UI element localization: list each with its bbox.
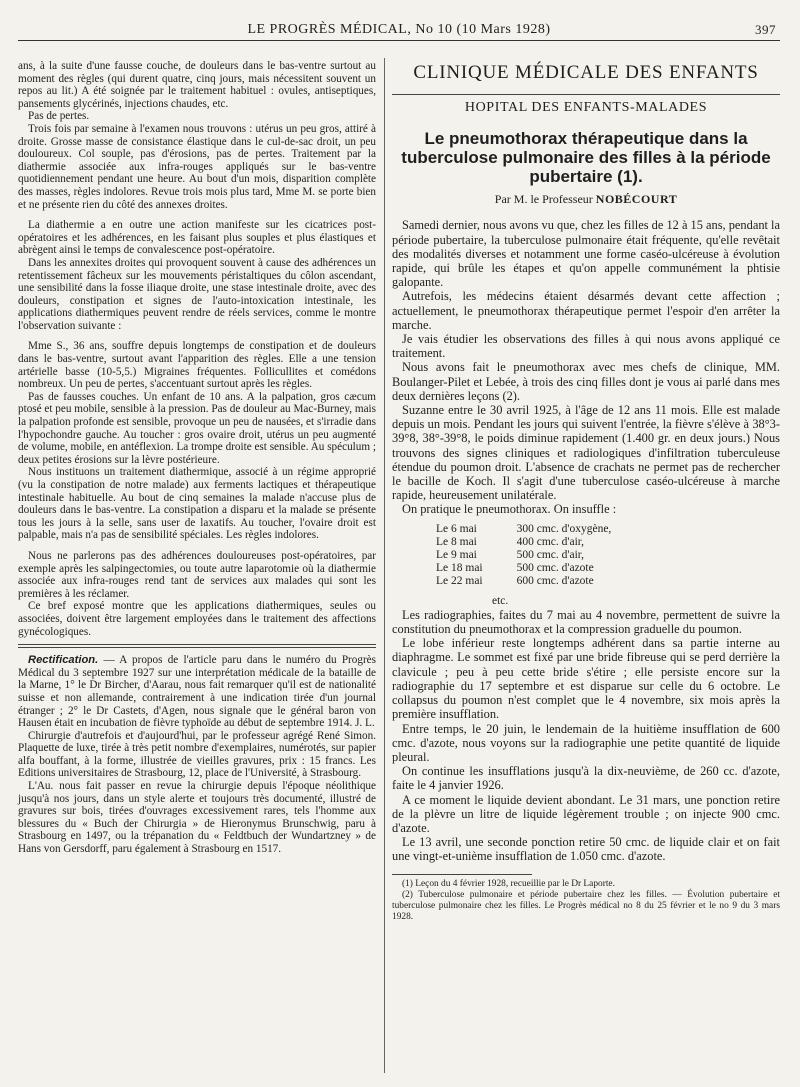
paragraph: Autrefois, les médecins étaient désarmés devant cette affection ; actuellement, le pneumothorax thérapeutique permet l'espoir d'en arrêter la marche. (392, 289, 780, 332)
paragraph: Nous ne parlerons pas des adhérences douloureuses post-opératoires, par exemple après les salpingectomies, ou toute autre laparotomie où la diathermie associée aux infra-rouges rend tant de services aux malades qui sont les premières à les réclamer. (18, 549, 376, 600)
paragraph: ans, à la suite d'une fausse couche, de douleurs dans le bas-ventre surtout au moment des règles (qui durent quatre, cinq jours, mais nécessitent souvent un repos au lit.) A été soignée par le traitement habituel : ovules, antiseptiques, pansements glycérinés, injections chaudes, etc. (18, 60, 376, 110)
paragraph: Pas de pertes. (28, 110, 90, 123)
insufflation-volume: 500 cmc. d'azote (516, 561, 594, 574)
table-row (436, 575, 617, 588)
rectification-text: — A propos de l'article paru dans le numéro du Progrès Médical du 3 septembre 1927 sur une interprétation médicale de la bataille de la Marne, 1° le Dr Bircher, d'Aarau, nous fait remarquer qu'il est de nationalité suisse et non allemande, contrairement à une indication tirée d'un journal étranger ; 2° le Dr Castets, d'Agen, nous signale que le général baron von Hausen était en incubation de fièvre typhoïde au début de septembre 1914. J. L. (18, 654, 377, 730)
article-title: Le pneumothorax thérapeutique dans la tuberculose pulmonaire des filles à la période pubertaire (1). (401, 129, 771, 187)
paragraph: Samedi dernier, nous avons vu que, chez les filles de 12 à 15 ans, pendant la période pubertaire, la tuberculose pulmonaire était fréquente, qu'elle revêtait des modalités diverses et notamment une forme caséo-ulcéreuse à évolution rapide, qui brûle les étapes et qu'on appelle communément la phtisie galopante. (392, 218, 780, 290)
page-number: 397 (755, 22, 776, 37)
paragraph: On continue les insufflations jusqu'à la dix-neuvième, de 260 cc. d'azote, faite le 4 janvier 1926. (392, 764, 780, 793)
footnote: (1) Leçon du 4 février 1928, recueillie par le Dr Laporte. (402, 878, 615, 889)
table-row (436, 523, 617, 536)
paragraph: Je vais étudier les observations des filles à qui nous avons appliqué ce traitement. (392, 332, 780, 361)
paragraph: Nous avons fait le pneumothorax avec mes chefs de clinique, MM. Boulanger-Pilet et Lebée, à trois des cinq filles dont je vous ai parlé dans mes deux dernières leçons (2). (392, 360, 780, 403)
table-row (436, 536, 617, 549)
paragraph: On pratique le pneumothorax. On insuffle : (402, 502, 617, 517)
left-column (18, 60, 376, 856)
column-divider (384, 58, 385, 1073)
author-name: NOBÉCOURT (595, 192, 678, 207)
footnotes (392, 879, 780, 923)
paragraph: L'Au. nous fait passer en revue la chirurgie depuis l'époque néolithique jusqu'à nos jours, dans un style alerte et toujours très documenté, illustré de gravures sur bois, tirées d'ouvrages excessivement rares, tels l'homme aux blessures du « Buch der Chirurgia » de Hieronymus Brunschwig, paru à Strasbourg en 1497, ou la trépanation du « Feldtbuch der Wundartzney » de Hans von Gersdorff, paru également à Strasbourg en 1517. (18, 780, 376, 856)
paragraph: La diathermie a en outre une action manifeste sur les cicatrices post-opératoires et les adhérences, en les faisant plus souples et plus élastiques et abrègent ainsi le temps de convalescence post-opératoire. (18, 219, 376, 257)
paragraph: Nous instituons un traitement diathermique, associé à un régime approprié (vu la constipation de notre malade) aux ferments lactiques et thérapeutique intestinale habituelle. Au bout de cinq semaines la malade n'accuse plus de douleurs dans le bas-ventre. La constipation a disparu et la malade se présente tous les jours à la selle, sans user de laxatifs. Au toucher, l'ovaire droit est palpable, mais n'a pas de sensibilité spéciales. Les règles indolores. (18, 466, 376, 542)
table-row (436, 562, 617, 575)
insufflation-date: Le 6 mai (436, 522, 477, 535)
insufflation-date: Le 22 mai (436, 574, 483, 587)
running-title: LE PROGRÈS MÉDICAL, No 10 (10 Mars 1928) (247, 22, 551, 37)
table-etc: etc. (492, 594, 509, 607)
paragraph: Ce bref exposé montre que les applications diathermiques, seules ou associées, doivent être largement employées dans le traitement des affections gynécologiques. (18, 600, 376, 638)
insufflation-date: Le 8 mai (436, 535, 477, 548)
rectification-notice (18, 654, 376, 730)
insufflation-table (436, 523, 617, 588)
paragraph: Entre temps, le 20 juin, le lendemain de la huitième insufflation de 600 cmc. d'azote, nous voyons sur la radiographie une petite quantité de liquide pleural. (392, 721, 780, 764)
paragraph: Suzanne entre le 30 avril 1925, à l'âge de 12 ans 11 mois. Elle est malade depuis un mois. Pendant les jours qui suivent l'entrée, la fièvre s'élève à 38°3-39°8, 38°-39°8, le poids diminue rapidement (1.400 gr. en deux jours.) Nous trouvons des signes cliniques et radiologiques d'infiltration tuberculeuse étendue du poumon droit. L'absence de crachats ne permet pas de rechercher le bacille de Koch. Il s'agit d'une tuberculose caséo-ulcéreuse à marche rapide, heureusement unilatérale. (392, 403, 780, 503)
paragraph: Le lobe inférieur reste longtemps adhérent dans sa partie interne au diaphragme. Le sommet est fixé par une bride fibreuse qui se perd derrière la clavicule ; peu à peu cette bride s'étire ; elle persiste encore sur la radiographie du 17 septembre et est disparue sur celle du 6 octobre. Le collapsus du poumon n'est complet que le 4 novembre, six mois après la première insufflation. (392, 636, 780, 722)
section-title: CLINIQUE MÉDICALE DES ENFANTS (413, 62, 759, 83)
article-author (392, 192, 780, 206)
paragraph: Pas de fausses couches. Un enfant de 10 ans. A la palpation, gros cæcum ptosé et peu mobile, sensible à la pression. Pas de douleur au Mac-Burney, mais la palpation profonde est sensible, provoque un peu de nausées, et s'irradie dans l'hypochondre gauche. Au toucher : gros ovaire droit, utérus un peu augmenté de volume, mobile, en antéflexion. La trompe droite est sensible. Au spéculum ; deux petites érosions sur la lèvre postérieure. (18, 390, 376, 466)
insufflation-volume: 500 cmc. d'air, (516, 548, 585, 561)
paragraph: Le 13 avril, une seconde ponction retire 50 cmc. de liquide clair et on fait une vingt-et-unième insufflation de 1.050 cmc. d'azote. (392, 835, 780, 864)
author-prefix: Par M. le Professeur (494, 192, 593, 207)
page-header (18, 14, 780, 41)
paragraph: Dans les annexites droites qui provoquent souvent à cause des adhérences un retentissement fâcheux sur les mouvements péristaltiques du côlon ascendant, une sensibilité dans la fosse iliaque droite, une stase intestinale droite, avec des douleurs, constipation et signes de l'auto-intoxication intestinale, les applications diathermiques peuvent rendre de réels services, comme le montre l'observation suivante : (18, 256, 376, 332)
hospital-name: HOPITAL DES ENFANTS-MALADES (392, 94, 780, 115)
table-row (436, 549, 617, 562)
rectification-label: Rectification. (28, 654, 99, 667)
section-rule (18, 644, 376, 648)
paragraph: Mme S., 36 ans, souffre depuis longtemps de constipation et de douleurs dans le bas-ventre, surtout avant l'apparition des règles. Elle a une tension artérielle basse (10-5,5.) Migraines fréquentes. Follicullites et comédons nombreux. Un peu de pertes, s'accentuant surtout après les règles. (18, 340, 376, 391)
insufflation-volume: 400 cmc. d'air, (516, 535, 585, 548)
paragraph: A ce moment le liquide devient abondant. Le 31 mars, une ponction retire de la plèvre un litre de liquide légèrement trouble ; on injecte 900 cmc. d'azote. (392, 792, 780, 835)
right-column (392, 60, 780, 923)
footnote-rule (392, 874, 532, 875)
paragraph: Chirurgie d'autrefois et d'aujourd'hui, par le professeur agrégé René Simon. Plaquette de luxe, tirée à très petit nombre d'exemplaires, numérotés, sur papier alfa bouffant, à la forme, illustrée de vieilles gravures, prix : 15 francs. Les Editions universitaires de Strasbourg, 12, place de l'Université, à Strasbourg. (18, 729, 376, 780)
insufflation-volume: 600 cmc. d'azote (516, 574, 594, 587)
insufflation-date: Le 18 mai (436, 561, 483, 574)
insufflation-date: Le 9 mai (436, 548, 477, 561)
insufflation-volume: 300 cmc. d'oxygène, (516, 522, 612, 535)
footnote: (2) Tuberculose pulmonaire et période pubertaire chez les filles. — Évolution pubertaire et tuberculose pulmonaire chez les filles. Le Progrès médical no 8 du 25 février et le no 9 du 3 mars 1928. (392, 889, 780, 922)
paragraph: Trois fois par semaine à l'examen nous trouvons : utérus un peu gros, attiré à droite. Grosse masse de consistance élastique dans le cul-de-sac droit, un peu douloureux. Col souple, pas d'érosions, pas de pertes. Traitement par la diathermie associée aux infra-rouges appliqués sur le bas-ventre quotidiennement pendant une heure. Au bout d'un mois, disparition complète des masses, règles indolores. Revue trois mois plus tard, Mme M. se porte bien et ne présente rien du côté des annexes droites. (18, 122, 376, 211)
paragraph: Les radiographies, faites du 7 mai au 4 novembre, permettent de suivre la constitution du pneumothorax et la compression graduelle du poumon. (392, 607, 780, 637)
